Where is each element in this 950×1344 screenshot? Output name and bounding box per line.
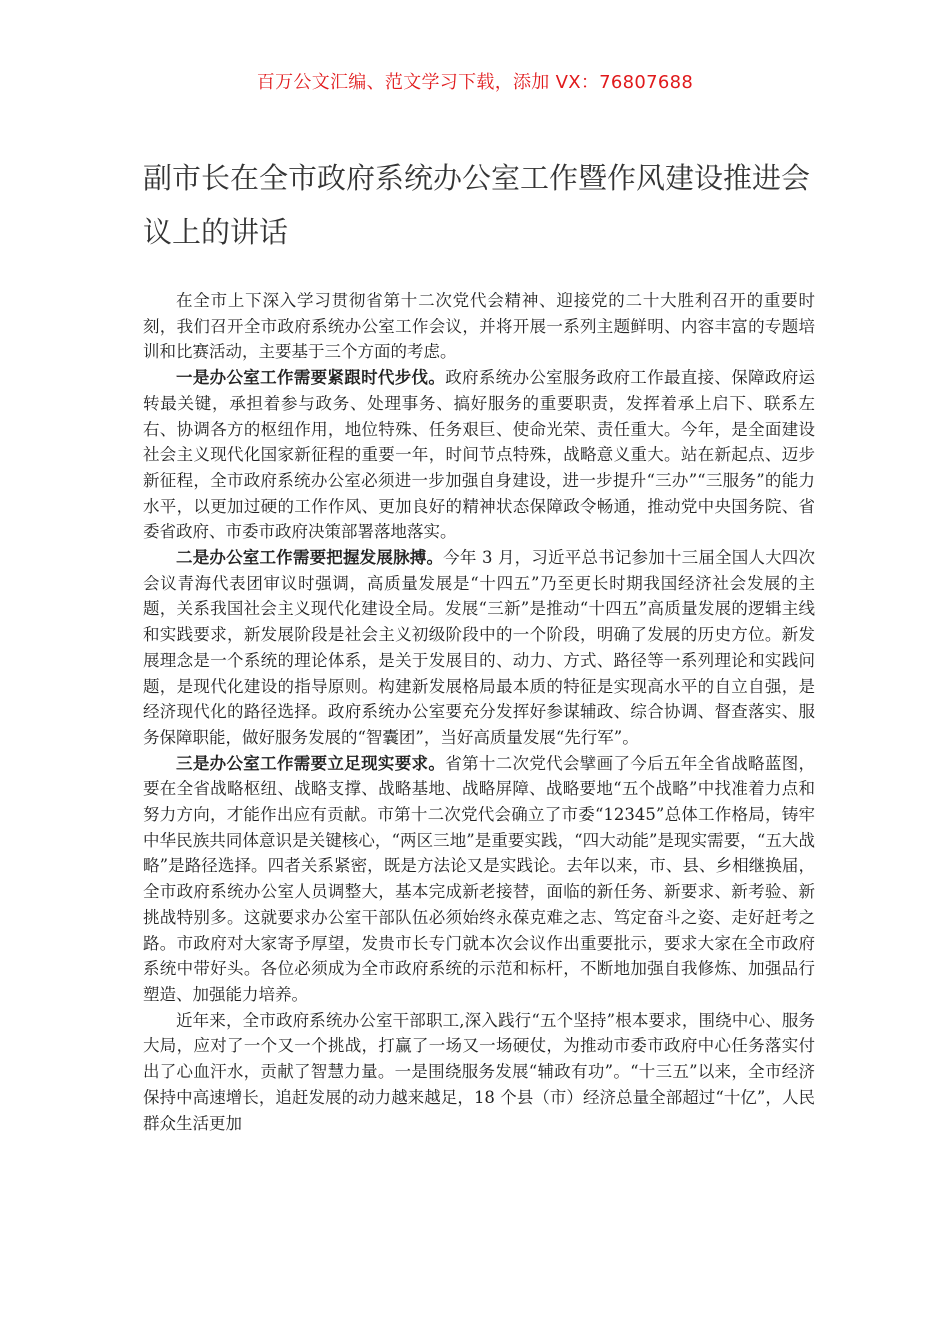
paragraph-intro: 在全市上下深入学习贯彻省第十二次党代会精神、迎接党的二十大胜利召开的重要时刻，我们召开全市政府系统办公室工作会议，并将开展一系列主题鲜明、内容丰富的专题培训和比赛活动，主要基于三个方面的考虑。 xyxy=(143,291,815,362)
paragraph-point-one: 一是办公室工作需要紧跟时代步伐。政府系统办公室服务政府工作最直接、保障政府运转最关键，承担着参与政务、处理事务、搞好服务的重要职责，发挥着承上启下、联系左右、协调各方的枢纽作用，地位特殊、任务艰巨、使命光荣、责任重大。今年，是全面建设社会主义现代化国家新征程的重要一年，时间节点特殊，战略意义重大。站在新起点、迈步新征程，全市政府系统办公室必须进一步加强自身建设，进一步提升“三办”“三服务”的能力水平，以更加过硬的工作作风、更加良好的精神状态保障政令畅通，推动党中央国务院、省委省政府、市委市政府决策部署落地落实。 xyxy=(143,368,816,542)
paragraph-lead: 一是办公室工作需要紧跟时代步伐。 xyxy=(176,368,446,388)
paragraph-lead: 二是办公室工作需要把握发展脉搏。 xyxy=(176,548,444,568)
watermark-banner: 百万公文汇编、范文学习下载，添加 VX：76807688 xyxy=(256,72,694,93)
paragraph-point-three: 三是办公室工作需要立足现实要求。省第十二次党代会擘画了今后五年全省战略蓝图，要在全省战略枢纽、战略支撑、战略基地、战略屏障、战略要地“五个战略”中找准着力点和努力方向，才能作出应有贡献。市第十二次党代会确立了市委“12345”总体工作格局，铸牢中华民族共同体意识是关键核心，“两区三地”是重要实践，“四大动能”是现实需要，“五大战略”是路径选择。四者关系紧密，既是方法论又是实践论。去年以来，市、县、乡相继换届，全市政府系统办公室人员调整大，基本完成新老接替，面临的新任务、新要求、新考验、新挑战特别多。这就要求办公室干部队伍必须始终永葆克难之志、笃定奋斗之姿、走好赶考之路。市政府对大家寄予厚望，发贵市长专门就本次会议作出重要批示，要求大家在全市政府系统中带好头。各位必须成为全市政府系统的示范和标杆，不断地加强自我修炼、加强品行塑造、加强能力培养。 xyxy=(143,753,816,1004)
paragraph-point-two: 二是办公室工作需要把握发展脉搏。今年 3 月，习近平总书记参加十三届全国人大四次会议青海代表团审议时强调，高质量发展是“十四五”乃至更长时期我国经济社会发展的主题，关系我国社会主义现代化建设全局。发展“三新”是推动“十四五”高质量发展的逻辑主线和实践要求，新发展阶段是社会主义初级阶段中的一个阶段，明确了发展的历史方位。新发展理念是一个系统的理论体系，是关于发展目的、动力、方式、路径等一系列理论和实践问题，是现代化建设的指导原则。构建新发展格局最本质的特征是实现高水平的自立自强，是经济现代化的路径选择。政府系统办公室要充分发挥好参谋辅政、综合协调、督查落实、服务保障职能，做好服务发展的“智囊团”，当好高质量发展“先行军”。 xyxy=(143,548,816,747)
document-title: 副市长在全市政府系统办公室工作暨作风建设推进会议上的讲话 xyxy=(143,161,811,249)
paragraph-achievements: 近年来，全市政府系统办公室干部职工,深入践行“五个坚持”根本要求，围绕中心、服务大局，应对了一个又一个挑战，打赢了一场又一场硬仗，为推动市委市政府中心任务落实付出了心血汗水，贡献了智慧力量。一是围绕服务发展“辅政有功”。“十三五”以来，全市经济保持中高速增长，追赶发展的动力越来越足，18 个县（市）经济总量全部超过“十亿”，人民群众生活更加 xyxy=(143,1010,815,1133)
paragraph-lead: 三是办公室工作需要立足现实要求。 xyxy=(176,753,446,773)
document-body xyxy=(143,288,815,1136)
